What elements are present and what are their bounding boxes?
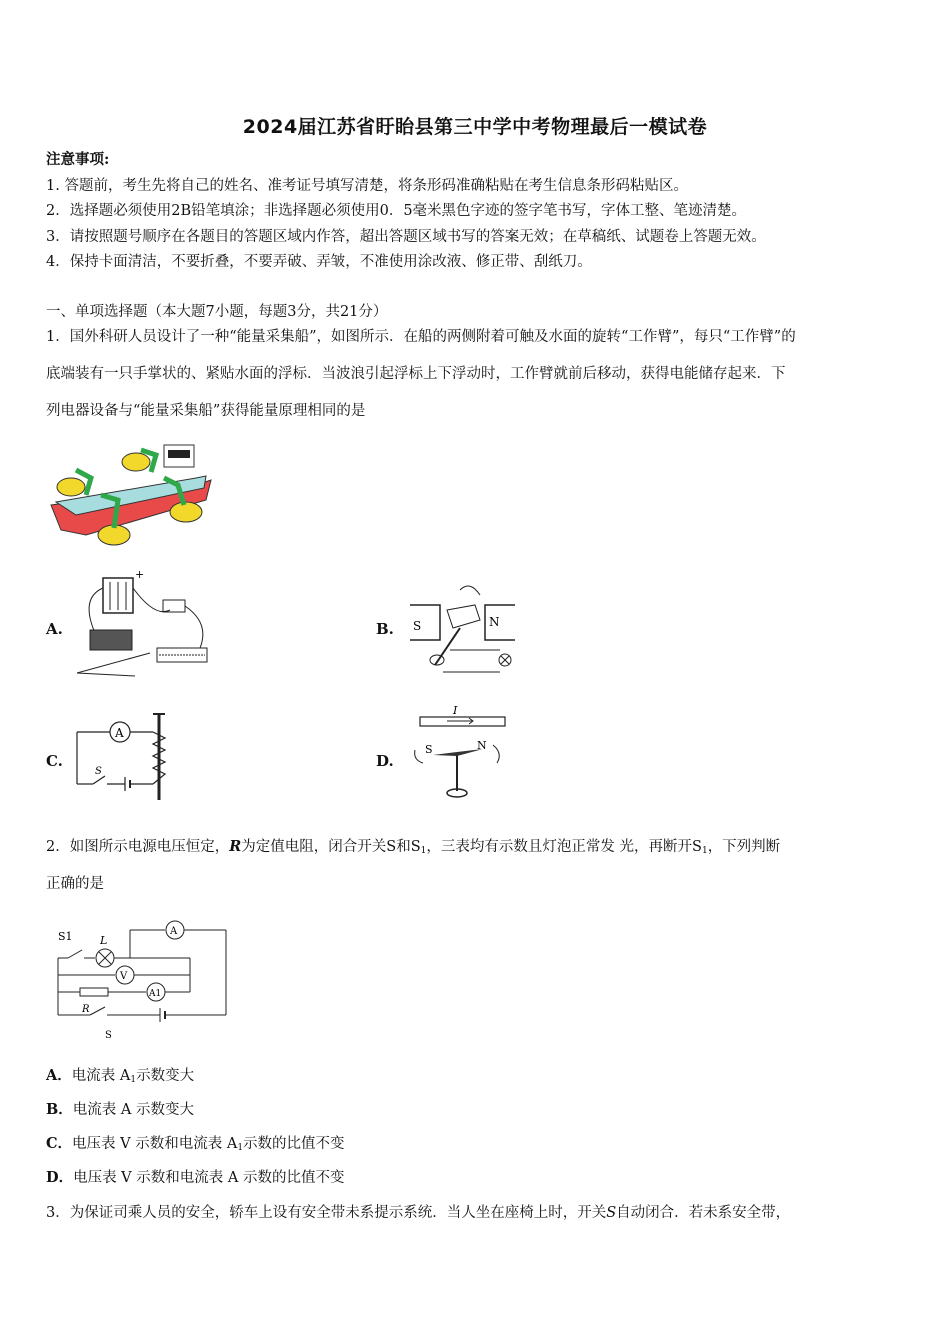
lamp-label: L <box>100 934 108 947</box>
south-pole-label: S <box>413 619 422 633</box>
option-label: A． <box>46 1067 72 1084</box>
q2-r-symbol: R <box>229 838 242 855</box>
question-1-line: 底端装有一只手掌状的、紧贴水面的浮标．当波浪引起浮标上下浮动时，工作臂就前后移动，获得电能储存起来．下 <box>46 366 786 382</box>
q2-text: ，下列判断 <box>707 839 781 855</box>
option-d-label: D. <box>376 752 394 770</box>
q3-s-symbol: S <box>606 1205 617 1221</box>
q2-subscript: 1 <box>701 846 708 856</box>
needle-s-label: S <box>425 743 433 756</box>
voltmeter-label: V <box>120 971 128 982</box>
notice-item: 3．请按照题号顺序在各题目的答题区域内作答，超出答题区域书写的答案无效；在草稿纸、试题卷上答题无效。 <box>46 229 766 245</box>
q2-text: ，三表均有示数且灯泡正常发 光，再断开S <box>426 839 702 855</box>
section-heading: 一、单项选择题（本大题7小题，每题3分，共21分） <box>46 304 388 320</box>
ammeter-label: A <box>115 726 124 740</box>
ammeter-a-label: A <box>170 926 178 937</box>
q2-option-b <box>46 1100 194 1120</box>
option-a-label: A. <box>46 620 63 638</box>
switch-s-label: S <box>105 1030 112 1041</box>
q3-text: 自动闭合．若未系安全带， <box>616 1205 791 1221</box>
current-label: I <box>453 704 458 717</box>
option-c-label: C. <box>46 752 63 770</box>
q2-circuit-figure <box>50 920 235 1045</box>
option-text: 电流表 A 示数变大 <box>72 1102 194 1118</box>
q2-subscript: 1 <box>420 846 427 856</box>
ammeter-a1-label: A1 <box>149 989 162 999</box>
q2-option-a <box>46 1066 194 1090</box>
needle-n-label: N <box>477 739 487 752</box>
question-1-line: 1．国外科研人员设计了一种“能量采集船”，如图所示．在船的两侧附着可触及水面的旋转“工作臂”，每只“工作臂”的 <box>46 329 796 345</box>
option-text: 示数的比值不变 <box>243 1136 345 1152</box>
question-2-line <box>46 837 780 861</box>
option-subscript: 1 <box>237 1143 244 1153</box>
q2-option-c <box>46 1134 345 1158</box>
north-pole-label: N <box>489 615 500 629</box>
switch-label: S <box>95 766 102 777</box>
page-title: 2024届江苏省盱眙县第三中学中考物理最后一模试卷 <box>242 116 708 138</box>
q3-text: 3．为保证司乘人员的安全，轿车上设有安全带未系提示系统．当人坐在座椅上时，开关 <box>46 1205 607 1221</box>
option-label: C． <box>46 1135 73 1152</box>
notice-item: 1. 答题前，考生先将自己的姓名、准考证号填写清楚，将条形码准确粘贴在考生信息条形码粘贴区。 <box>46 178 688 194</box>
question-2-line: 正确的是 <box>46 876 104 892</box>
option-b-label: B. <box>376 620 394 638</box>
s1-label: S1 <box>58 930 73 943</box>
option-text: 电压表 V 示数和电流表 A 示数的比值不变 <box>73 1170 345 1186</box>
q2-text: 2．如图所示电源电压恒定， <box>46 839 230 855</box>
resistor-label: R <box>82 1004 90 1015</box>
option-label: B． <box>46 1101 73 1118</box>
question-3-line <box>46 1203 790 1223</box>
oersted-experiment-figure <box>405 705 515 800</box>
electric-bell-circuit-figure <box>75 568 215 678</box>
option-subscript: 1 <box>130 1075 137 1085</box>
electromagnet-circuit-figure <box>75 712 175 802</box>
notice-heading: 注意事项: <box>46 151 110 168</box>
option-text: 电压表 V 示数和电流表 A <box>72 1136 238 1152</box>
option-text: 示数变大 <box>136 1068 195 1084</box>
notice-item: 2．选择题必须使用2B铅笔填涂；非选择题必须使用0．5毫米黑色字迹的签字笔书写，字体工整、笔迹清楚。 <box>46 203 747 219</box>
plus-label: + <box>135 568 145 581</box>
energy-harvesting-ship-figure <box>46 440 216 550</box>
generator-figure <box>405 580 520 680</box>
q2-option-d <box>46 1168 344 1188</box>
q2-text: 为定值电阻，闭合开关S和S <box>241 839 421 855</box>
option-label: D． <box>46 1169 74 1186</box>
question-1-line: 列电器设备与“能量采集船”获得能量原理相同的是 <box>46 403 366 419</box>
option-text: 电流表 A <box>71 1068 131 1084</box>
notice-item: 4．保持卡面清洁，不要折叠，不要弄破、弄皱，不准使用涂改液、修正带、刮纸刀。 <box>46 254 592 270</box>
